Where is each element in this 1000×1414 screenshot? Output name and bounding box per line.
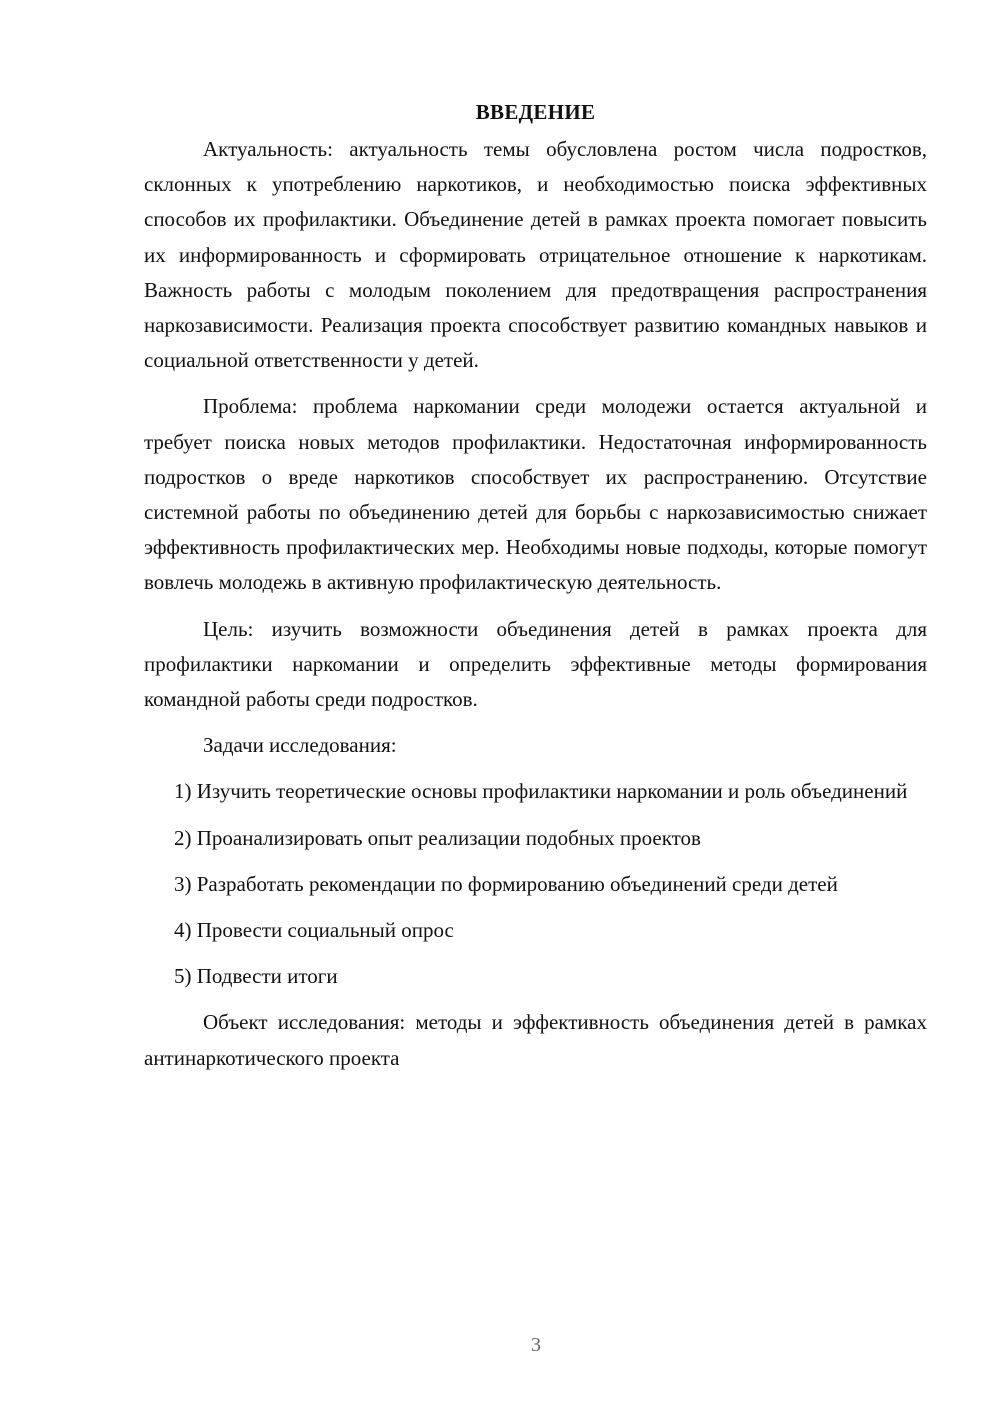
- task-item-4: 4) Провести социальный опрос: [174, 918, 454, 943]
- page-number: 3: [531, 1334, 541, 1356]
- goal-paragraph: Цель: изучить возможности объединения детей в рамках проекта для профилактики наркомании и определить эффективные методы формирования командной работы среди подростков.: [144, 616, 927, 712]
- task-item-3: 3) Разработать рекомендации по формированию объединений среди детей: [174, 871, 838, 896]
- task-item-1: 1) Изучить теоретические основы профилактики наркомании и роль объединений: [174, 779, 908, 804]
- task-item-5: 5) Подвести итоги: [174, 964, 338, 989]
- tasks-heading: Задачи исследования:: [203, 733, 397, 758]
- page-content: [144, 96, 927, 1087]
- research-object-paragraph: Объект исследования: методы и эффективность объединения детей в рамках антинаркотического проекта: [144, 1010, 927, 1070]
- page-title: ВВЕДЕНИЕ: [475, 100, 596, 124]
- task-item-2: 2) Проанализировать опыт реализации подобных проектов: [174, 825, 701, 850]
- problem-paragraph: Проблема: проблема наркомании среди молодежи остается актуальной и требует поиска новых методов профилактики. Недостаточная информированность подростков о вреде наркотиков способствует их распространению. Отсутствие системной работы по объединению детей для борьбы с наркозависимостью снижает эффективность профилактических мер. Необходимы новые подходы, которые помогут вовлечь молодежь в активную профилактическую деятельность.: [144, 394, 927, 595]
- relevance-paragraph: Актуальность: актуальность темы обусловлена ростом числа подростков, склонных к употреблению наркотиков, и необходимостью поиска эффективных способов их профилактики. Объединение детей в рамках проекта помогает повысить их информированность и сформировать отрицательное отношение к наркотикам. Важность работы с молодым поколением для предотвращения распространения наркозависимости. Реализация проекта способствует развитию командных навыков и социальной ответственности у детей.: [144, 137, 927, 373]
